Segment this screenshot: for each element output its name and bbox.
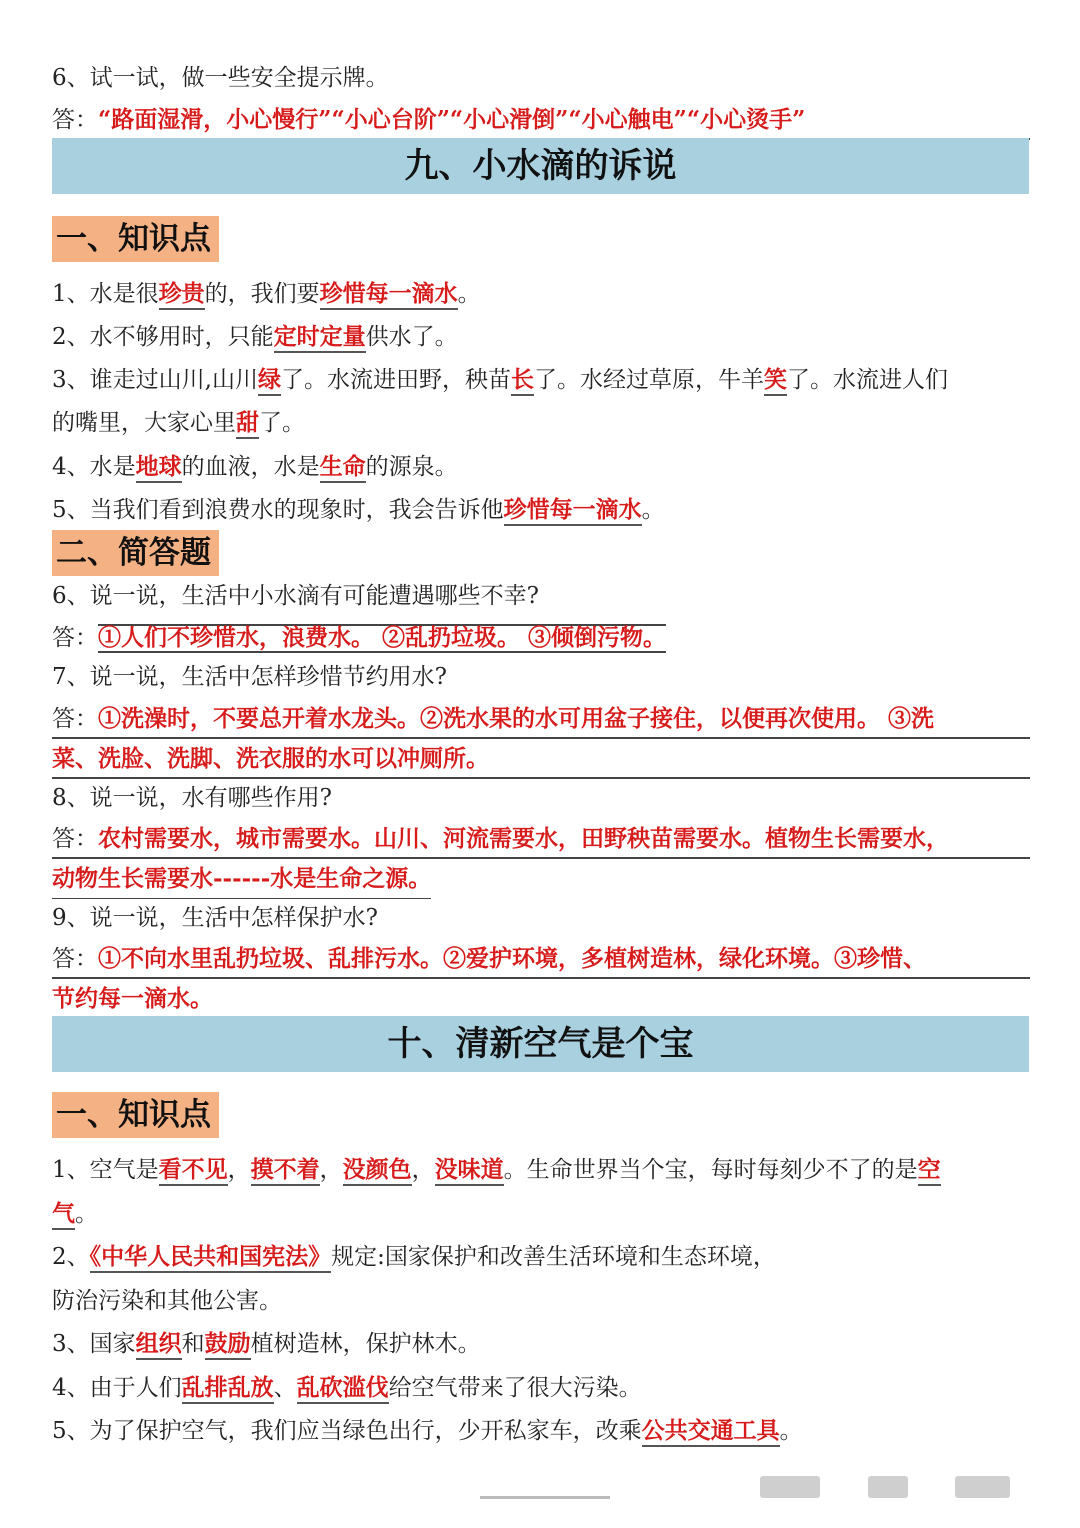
answer-label: 答： [52,706,98,732]
text: 的，我们要 [204,281,320,307]
text: 。 [779,1418,803,1444]
blank-answer: 珍贵 [159,280,205,310]
answer-row [52,939,1030,979]
text: 3、谁走过山川,山川 [52,367,258,393]
section-10-title: 十、清新空气是个宝 [52,1016,1029,1072]
blank-answer: 长 [511,366,534,396]
blank-answer: 气 [52,1200,75,1230]
text: 。 [457,281,481,307]
answer-label: 答： [52,625,98,651]
s10-knowledge-5 [52,1415,1030,1447]
blank-answer: 没味道 [435,1156,504,1186]
s10-knowledge-4 [52,1372,1030,1404]
text: 的血液，水是 [181,454,320,480]
text: ， [319,1157,343,1183]
text: 5、当我们看到浪费水的现象时，我会告诉他 [52,497,504,523]
answer-row [52,100,1030,140]
blank-answer: 生命 [320,453,366,483]
text: 2、水不够用时，只能 [52,324,274,350]
answer-text: 动物生长需要水------水是生命之源。 [52,865,431,899]
answer-label: 答： [52,107,98,133]
answer-row [52,618,1030,658]
blank-answer: 乱排乱放 [182,1374,274,1404]
text: 的嘴里，大家心里 [52,410,236,436]
text: 了。水流进人们 [786,367,948,393]
answer-row [52,739,1030,779]
text: 3、国家 [52,1331,136,1357]
text: 。 [75,1201,98,1227]
text: 1、空气是 [52,1157,159,1183]
section-9-title: 九、小水滴的诉说 [52,138,1029,194]
s9-knowledge-2 [52,321,1030,353]
blank-answer: 空 [918,1156,941,1186]
blank-answer: 看不见 [159,1156,228,1186]
text: 、 [273,1375,297,1401]
s10-knowledge-2b: 防治污染和其他公害。 [52,1288,282,1314]
s9-question-6: 6、说一说，生活中小水滴有可能遭遇哪些不幸? [52,583,539,609]
text: 规定:国家保护和改善生活环境和生态环境， [331,1244,776,1270]
s10-knowledge-2a [52,1241,1030,1273]
text: 了。 [259,410,305,436]
text: ， [227,1157,251,1183]
watermark-blur [868,1476,908,1498]
s9-question-7: 7、说一说，生活中怎样珍惜节约用水? [52,664,447,690]
answer-text: 节约每一滴水。 [52,985,213,1019]
text: 。 [641,497,665,523]
answer-text: ①洗澡时，不要总开着水龙头。②洗水果的水可用盆子接住，以便再次使用。 ③洗 [98,705,935,732]
answer-row [52,699,1030,739]
blank-answer: 定时定量 [274,323,366,353]
answer-text: 农村需要水，城市需要水。山川、河流需要水，田野秧苗需要水。植物生长需要水， [98,825,949,852]
watermark-blur [760,1476,820,1498]
s10-knowledge-1b [52,1198,1030,1230]
text: ， [411,1157,435,1183]
s9-answer-6 [52,618,1030,658]
s9-knowledge-1 [52,278,1030,310]
answer-6-top [52,100,1030,140]
answer-label: 答： [52,826,98,852]
s9-question-8: 8、说一说，水有哪些作用? [52,785,332,811]
section-10-part1-tag: 一、知识点 [52,1092,219,1138]
answer-text: ①不向水里乱扔垃圾、乱排污水。②爱护环境，多植树造林，绿化环境。③珍惜、 [98,945,926,972]
answer-row [52,859,1030,899]
s9-answer-7 [52,699,1030,779]
text: 了。水经过草原，牛羊 [533,367,764,393]
s9-answer-8 [52,819,1030,899]
blank-answer: 公共交通工具 [642,1417,780,1447]
answer-row [52,819,1030,859]
section-9-part1-tag: 一、知识点 [52,216,219,262]
answer-text: “路面湿滑，小心慢行”“小心台阶”“小心滑倒”“小心触电”“小心烫手” [98,106,806,133]
blank-answer: 珍惜每一滴水 [504,496,642,526]
blank-answer: 摸不着 [251,1156,320,1186]
s10-knowledge-1a [52,1154,1030,1186]
blank-answer: 组织 [136,1330,182,1360]
text: 供水了。 [365,324,458,350]
blank-answer: 地球 [136,453,182,483]
s9-question-9: 9、说一说，生活中怎样保护水? [52,905,378,931]
text: 给空气带来了很大污染。 [388,1375,642,1401]
blank-answer: 甜 [236,409,259,439]
section-9-part2-tag: 二、简答题 [52,530,219,576]
text: 的源泉。 [365,454,458,480]
s9-answer-9 [52,939,1030,1019]
answer-text: 菜、洗脸、洗脚、洗衣服的水可以冲厕所。 [52,745,489,772]
s9-knowledge-3b [52,407,1030,439]
s10-knowledge-3 [52,1328,1030,1360]
answer-row [52,979,1030,1019]
text: 。生命世界当个宝，每时每刻少不了的是 [503,1157,918,1183]
blank-answer: 没颜色 [343,1156,412,1186]
watermark-line [480,1496,610,1499]
s9-knowledge-3a [52,364,1030,396]
blank-answer: 乱砍滥伐 [297,1374,389,1404]
text: 5、为了保护空气，我们应当绿色出行，少开私家车，改乘 [52,1418,642,1444]
answer-label: 答： [52,946,98,972]
answer-text: ①人们不珍惜水，浪费水。 ②乱扔垃圾。 ③倾倒污物。 [98,624,667,651]
text: 4、水是 [52,454,136,480]
s9-knowledge-4 [52,451,1030,483]
blank-answer: 绿 [258,366,281,396]
blank-answer: 鼓励 [205,1330,251,1360]
text: 2、 [52,1244,90,1270]
text: 1、水是很 [52,281,159,307]
text: 和 [181,1331,205,1357]
blank-answer: 笑 [764,366,787,396]
blank-answer: 《中华人民共和国宪法》 [90,1243,332,1273]
text: 了。水流进田野，秧苗 [280,367,511,393]
text: 植树造林，保护林木。 [250,1331,481,1357]
watermark-blur [955,1476,1010,1498]
text: 4、由于人们 [52,1375,182,1401]
blank-answer: 珍惜每一滴水 [320,280,458,310]
question-6-top: 6、试一试，做一些安全提示牌。 [52,65,389,91]
s9-knowledge-5 [52,494,1030,526]
